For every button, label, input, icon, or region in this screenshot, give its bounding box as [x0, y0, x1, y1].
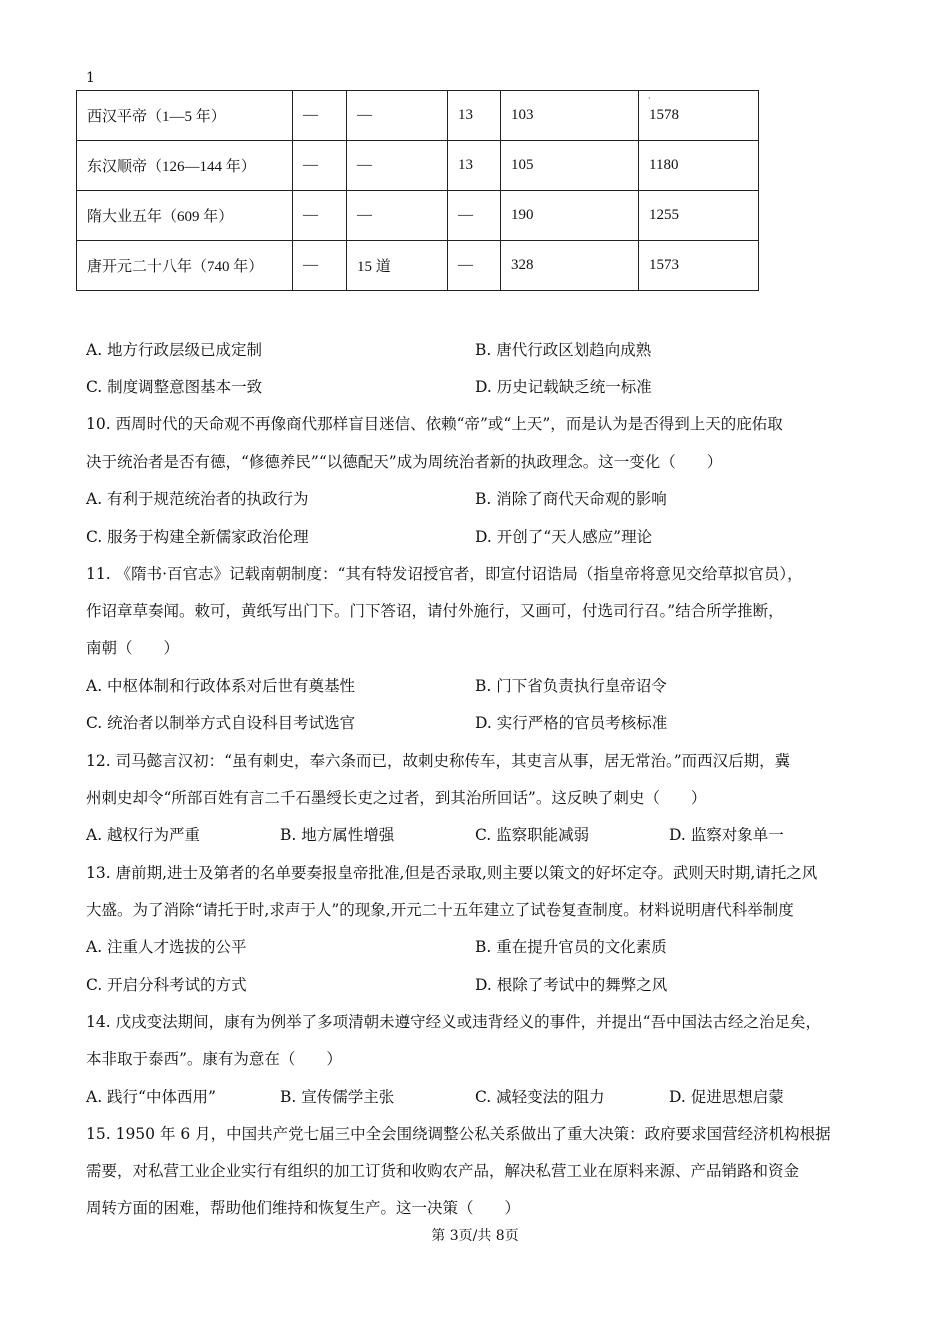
q11-option-d: D. 实行严格的官员考核标准 — [475, 714, 668, 732]
q11-stem-line2: 作诏章草奏闻。敕可，黄纸写出门下。门下答诏，请付外施行，又画可，付选司行召。”结合所学推断， — [86, 602, 784, 620]
table-cell: 15 道 — [347, 241, 448, 291]
table-cell: — — [347, 191, 448, 241]
q12-option-d: D. 监察对象单一 — [669, 826, 784, 844]
q14-option-b: B. 宣传儒学主张 — [280, 1088, 395, 1106]
q10-stem-line1: 10. 西周时代的天命观不再像商代那样盲目迷信、依赖“帝”或“上天”，而是认为是否得到上天的庇佑取 — [86, 415, 783, 433]
table-row — [77, 191, 759, 241]
q12-option-a: A. 越权行为严重 — [86, 826, 201, 844]
q9-option-b: B. 唐代行政区划趋向成熟 — [475, 341, 652, 359]
q14-stem-line1: 14. 戊戌变法期间，康有为例举了多项清朝未遵守经义或违背经义的事件，并提出“吾中国法古经之治足矣， — [86, 1013, 822, 1031]
table-cell: 1578 — [639, 91, 759, 141]
q12-option-c: C. 监察职能减弱 — [475, 826, 590, 844]
table-cell: 1180 — [639, 141, 759, 191]
q9-option-d: D. 历史记载缺乏统一标准 — [475, 378, 652, 396]
page-footer: 第 3页/共 8页 — [431, 1228, 519, 1244]
q11-option-c: C. 统治者以制举方式自设科目考试选官 — [86, 714, 356, 732]
table-cell: — — [293, 91, 347, 141]
q10-option-b: B. 消除了商代天命观的影响 — [475, 490, 667, 508]
q13-option-d: D. 根除了考试中的舞弊之风 — [475, 976, 668, 994]
q10-option-a: A. 有利于规范统治者的执政行为 — [86, 490, 309, 508]
q11-option-b: B. 门下省负责执行皇帝诏令 — [475, 677, 667, 695]
table-cell: 1573 — [639, 241, 759, 291]
q9-option-c: C. 制度调整意图基本一致 — [86, 378, 263, 396]
table-cell: 103 — [501, 91, 639, 141]
admin-divisions-table — [76, 90, 759, 291]
table-cell: 隋大业五年（609 年） — [77, 191, 293, 241]
table-cell: — — [347, 91, 448, 141]
table-cell: — — [293, 141, 347, 191]
q12-option-b: B. 地方属性增强 — [280, 826, 395, 844]
q13-option-a: A. 注重人才选拔的公平 — [86, 938, 247, 956]
q12-stem-line1: 12. 司马懿言汉初：“虽有刺史，奉六条而已，故刺史称传车，其吏言从事，居无常治。”而西汉后期，冀 — [86, 752, 791, 770]
table-cell: 328 — [501, 241, 639, 291]
q10-option-d: D. 开创了“天人感应”理论 — [475, 528, 653, 546]
q11-option-a: A. 中枢体制和行政体系对后世有奠基性 — [86, 677, 356, 695]
stray-mark: · — [648, 94, 651, 103]
q11-stem-line1: 11. 《隋书·百官志》记载南朝制度：“其有特发诏授官者，即宣付诏诰局（指皇帝将意见交给草拟官员）， — [86, 565, 803, 583]
q13-option-b: B. 重在提升官员的文化素质 — [475, 938, 667, 956]
q10-option-c: C. 服务于构建全新儒家政治伦理 — [86, 528, 309, 546]
table-row — [77, 141, 759, 191]
q14-option-c: C. 减轻变法的阻力 — [475, 1088, 605, 1106]
q14-option-d: D. 促进思想启蒙 — [669, 1088, 784, 1106]
q14-option-a: A. 践行“中体西用” — [86, 1088, 216, 1106]
q12-stem-line2: 州刺史却令“所部百姓有言二千石墨绶长吏之过者，到其治所回话”。这反映了刺史（ ） — [86, 789, 707, 807]
table-cell: — — [448, 191, 501, 241]
q11-stem-line3: 南朝（ ） — [86, 639, 180, 657]
table-cell: 唐开元二十八年（740 年） — [77, 241, 293, 291]
table-cell: — — [293, 191, 347, 241]
q14-stem-line2: 本非取于泰西”。康有为意在（ ） — [86, 1050, 342, 1068]
table-cell: 西汉平帝（1—5 年） — [77, 91, 293, 141]
page-marker: 1 — [86, 70, 95, 86]
q13-stem-line1: 13. 唐前期,进士及第者的名单要奏报皇帝批准,但是否录取,则主要以策文的好坏定夺。武则天时期,请托之风 — [86, 864, 818, 882]
table-cell: 190 — [501, 191, 639, 241]
q13-option-c: C. 开启分科考试的方式 — [86, 976, 247, 994]
q15-stem-line2: 需要，对私营工业企业实行有组织的加工订货和收购农产品，解决私营工业在原料来源、产品销路和资金 — [86, 1162, 800, 1180]
table-cell: — — [448, 241, 501, 291]
q9-option-a: A. 地方行政层级已成定制 — [86, 341, 263, 359]
table-cell: 13 — [448, 91, 501, 141]
table-cell: 105 — [501, 141, 639, 191]
table-cell: 东汉顺帝（126—144 年） — [77, 141, 293, 191]
table-row — [77, 91, 759, 141]
table-cell: 13 — [448, 141, 501, 191]
q15-stem-line1: 15. 1950 年 6 月，中国共产党七届三中全会围绕调整公私关系做出了重大决策：政府要求国营经济机构根据 — [86, 1125, 831, 1143]
table-row — [77, 241, 759, 291]
q13-stem-line2: 大盛。为了消除“请托于时,求声于人”的现象,开元二十五年建立了试卷复查制度。材料说明唐代科举制度 — [86, 901, 794, 919]
q15-stem-line3: 周转方面的困难，帮助他们维持和恢复生产。这一决策（ ） — [86, 1199, 521, 1217]
q10-stem-line2: 决于统治者是否有德，“修德养民”“以德配天”成为周统治者新的执政理念。这一变化（ ） — [86, 453, 723, 471]
table-cell: 1255 — [639, 191, 759, 241]
table-cell: — — [293, 241, 347, 291]
table-cell: — — [347, 141, 448, 191]
